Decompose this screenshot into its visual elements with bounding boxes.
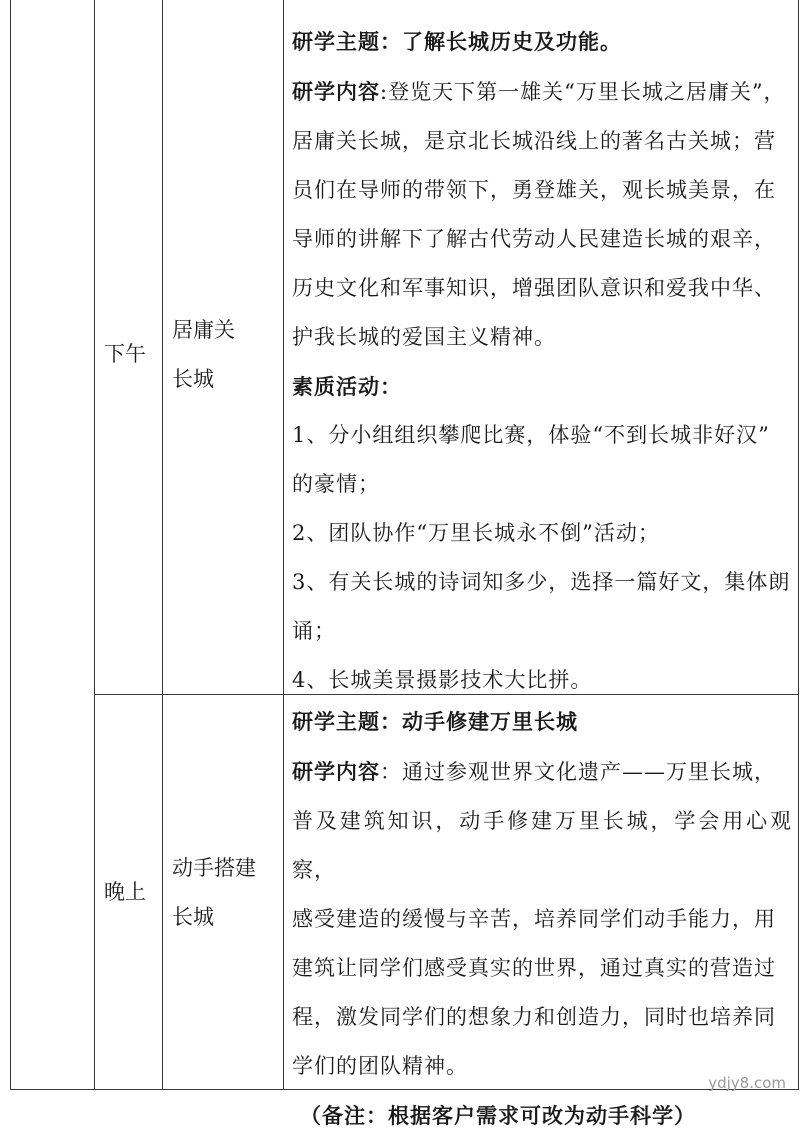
content-line: 护我长城的爱国主义精神。 — [292, 325, 556, 349]
theme-line — [292, 17, 792, 67]
table-border-right — [798, 0, 799, 1090]
location-cell-evening — [172, 844, 256, 942]
time-cell-afternoon: 下午 — [104, 342, 146, 366]
theme-label: 研学主题： — [292, 29, 402, 54]
activity-line: 1、分小组组织攀爬比赛，体验“不到长城非好汉” — [292, 423, 770, 447]
activity-line: 3、有关长城的诗词知多少，选择一篇好文，集体朗 — [292, 570, 791, 594]
content-label: 研学内容 — [292, 759, 380, 784]
theme-label: 研学主题： — [292, 709, 402, 734]
location-line: 动手搭建 — [172, 856, 256, 880]
column-divider-content — [283, 0, 284, 1090]
column-divider-time — [94, 0, 95, 1090]
content-line: 学们的团队精神。 — [292, 1054, 468, 1078]
location-line: 长城 — [172, 367, 214, 391]
location-line: 居庸关 — [172, 318, 235, 342]
location-cell-afternoon — [172, 306, 235, 404]
activity-line: 4、长城美景摄影技术大比拼。 — [292, 668, 593, 692]
content-line: 建筑让同学们感受真实的世界，通过真实的营造过 — [292, 956, 776, 980]
content-line: 普及建筑知识，动手修建万里长城，学会用心观察， — [292, 809, 792, 882]
watermark-text: ydjy8.com — [708, 1074, 786, 1092]
content-line — [292, 747, 792, 797]
content-line — [292, 67, 792, 117]
column-divider-location — [162, 0, 163, 1090]
content-line: 员们在导师的带领下，勇登雄关，观长城美景，在 — [292, 178, 776, 202]
content-line: 居庸关长城，是京北长城沿线上的著名古关城；营 — [292, 129, 776, 153]
location-line: 长城 — [172, 905, 214, 929]
activity-line: 诵； — [292, 619, 336, 643]
remark-note: （备注：根据客户需求可改为动手科学） — [300, 1103, 696, 1128]
table-border-left — [10, 0, 11, 1090]
content-line: 感受建造的缓慢与辛苦，培养同学们动手能力，用 — [292, 907, 776, 931]
content-cell-afternoon — [292, 17, 792, 705]
content-colon: ： — [380, 760, 402, 784]
content-colon: : — [380, 80, 389, 104]
theme-line — [292, 697, 792, 747]
activity-line: 的豪情； — [292, 472, 380, 496]
activities-label: 素质活动： — [292, 374, 402, 399]
content-line: 导师的讲解下了解古代劳动人民建造长城的艰辛， — [292, 227, 776, 251]
time-cell-evening: 晚上 — [104, 880, 146, 904]
theme-text: 动手修建万里长城 — [402, 709, 578, 734]
content-text: 登览天下第一雄关“万里长城之居庸关”， — [388, 80, 786, 104]
content-text: 通过参观世界文化遗产——万里长城， — [402, 760, 776, 784]
activity-line: 2、团队协作“万里长城永不倒”活动； — [292, 521, 660, 545]
content-line: 程，激发同学们的想象力和创造力，同时也培养同 — [292, 1005, 776, 1029]
theme-text: 了解长城历史及功能。 — [402, 29, 622, 54]
content-label: 研学内容 — [292, 79, 380, 104]
content-line: 历史文化和军事知识，增强团队意识和爱我中华、 — [292, 276, 776, 300]
